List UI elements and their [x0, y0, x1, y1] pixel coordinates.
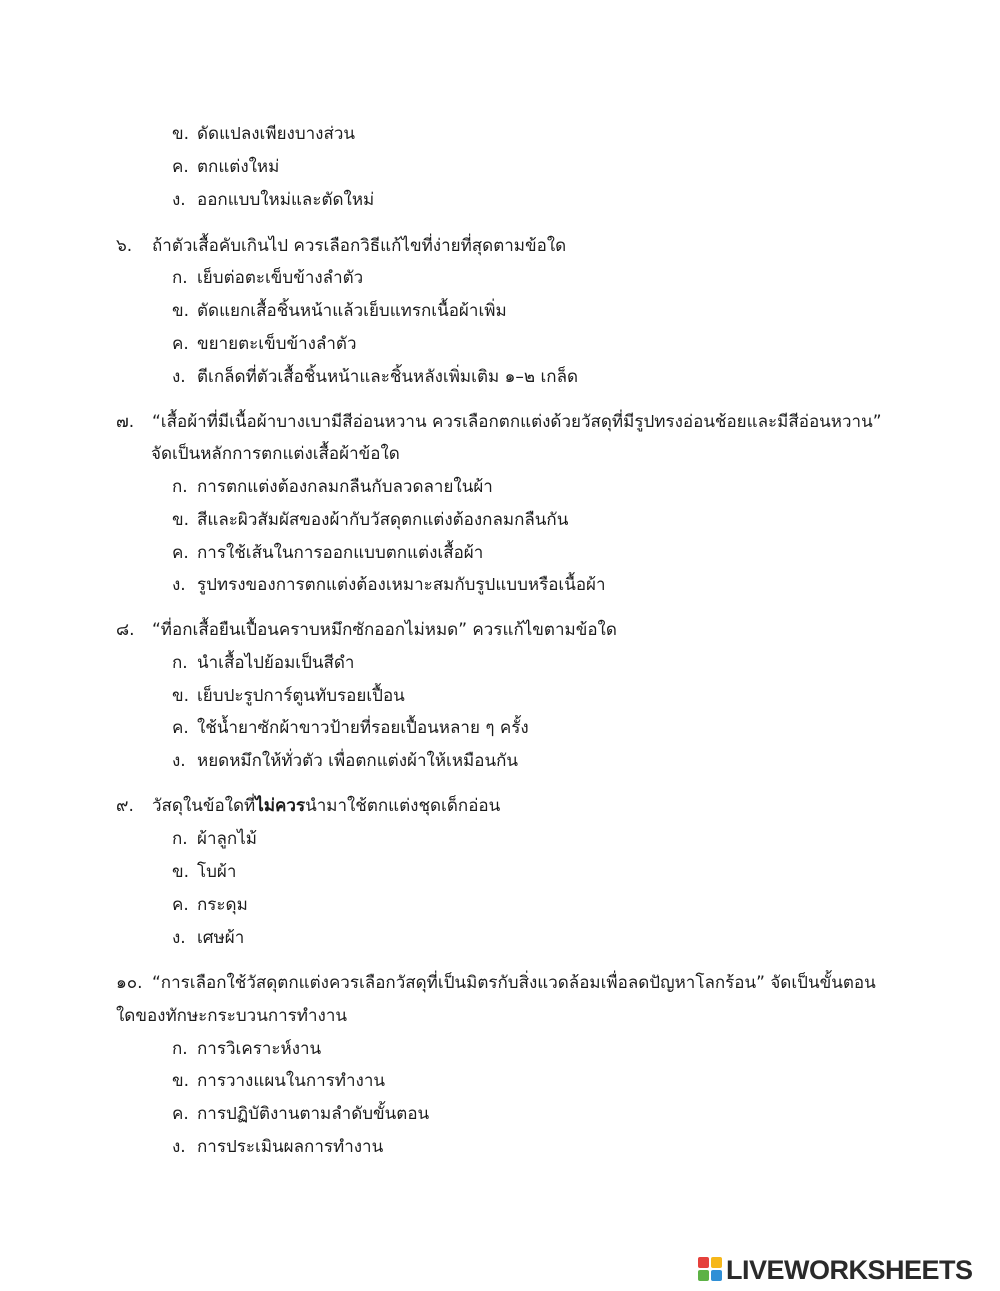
q7-option-c: ค. การใช้เส้นในการออกแบบตกแต่งเสื้อผ้า	[172, 543, 484, 563]
question-7-line2: จัดเป็นหลักการตกแต่งเสื้อผ้าข้อใด	[151, 444, 400, 464]
question-8: ๘. “ที่อกเสื้อยืนเปื้อนคราบหมึกซักออกไม่หมด” ควรแก้ไขตามข้อใด	[116, 620, 617, 640]
q6-option-b: ข. ตัดแยกเสื้อชิ้นหน้าแล้วเย็บแทรกเนื้อผ้าเพิ่ม	[172, 301, 507, 321]
q7-option-b: ข. สีและผิวสัมผัสของผ้ากับวัสดุตกแต่งต้องกลมกลืนกัน	[172, 510, 569, 530]
q9-option-d: ง. เศษผ้า	[172, 928, 245, 948]
logo-wordmark: LIVEWORKSHEETS	[726, 1254, 973, 1285]
option-ngo: ง. ออกแบบใหม่และตัดใหม่	[172, 190, 375, 210]
question-6: ๖. ถ้าตัวเสื้อคับเกินไป ควรเลือกวิธีแก้ไขที่ง่ายที่สุดตามข้อใด	[116, 236, 567, 256]
q6-option-a: ก. เย็บต่อตะเข็บข้างลำตัว	[172, 268, 364, 288]
q8-option-d: ง. หยดหมึกให้ทั่วตัว เพื่อตกแต่งผ้าให้เหมือนกัน	[172, 751, 518, 771]
q10-option-b: ข. การวางแผนในการทำงาน	[172, 1071, 386, 1091]
option-kho: ค. ตกแต่งใหม่	[172, 157, 280, 177]
q8-option-a: ก. นำเสื้อไปย้อมเป็นสีดำ	[172, 653, 355, 673]
question-9: ๙. วัสดุในข้อใดที่ไม่ควรนำมาใช้ตกแต่งชุดเด็กอ่อน	[116, 796, 501, 816]
q6-option-d: ง. ตีเกล็ดที่ตัวเสื้อชิ้นหน้าและชิ้นหลังเพิ่มเติม ๑–๒ เกล็ด	[172, 367, 579, 387]
q8-option-c: ค. ใช้น้ำยาซักผ้าขาวป้ายที่รอยเปื้อนหลาย ๆ ครั้ง	[172, 718, 529, 738]
liveworksheets-logo	[698, 1256, 973, 1284]
emphasis-not-should: ไม่ควร	[255, 796, 306, 816]
q10-option-a: ก. การวิเคราะห์งาน	[172, 1039, 322, 1059]
q10-option-d: ง. การประเมินผลการทำงาน	[172, 1137, 384, 1157]
q7-option-d: ง. รูปทรงของการตกแต่งต้องเหมาะสมกับรูปแบบหรือเนื้อผ้า	[172, 575, 606, 595]
question-10-line2: ใดของทักษะกระบวนการทำงาน	[116, 1006, 348, 1026]
q10-option-c: ค. การปฏิบัติงานตามลำดับขั้นตอน	[172, 1104, 430, 1124]
question-7: ๗. “เสื้อผ้าที่มีเนื้อผ้าบางเบามีสีอ่อนหวาน ควรเลือกตกแต่งด้วยวัสดุที่มีรูปทรงอ่อนช้อยและมีสีอ่อนหวาน”	[116, 412, 882, 432]
liveworksheets-logo-icon	[698, 1257, 724, 1283]
q9-option-a: ก. ผ้าลูกไม้	[172, 829, 257, 849]
question-10: ๑๐. “การเลือกใช้วัสดุตกแต่งควรเลือกวัสดุที่เป็นมิตรกับสิ่งแวดล้อมเพื่อลดปัญหาโลกร้อน” จัดเป็นขั้นตอน	[116, 973, 876, 993]
q8-option-b: ข. เย็บปะรูปการ์ตูนทับรอยเปื้อน	[172, 686, 405, 706]
q6-option-c: ค. ขยายตะเข็บข้างลำตัว	[172, 334, 357, 354]
q9-option-c: ค. กระดุม	[172, 895, 248, 915]
q9-option-b: ข. โบผ้า	[172, 862, 237, 882]
option-kho: ข. ดัดแปลงเพียงบางส่วน	[172, 124, 356, 144]
q7-option-a: ก. การตกแต่งต้องกลมกลืนกับลวดลายในผ้า	[172, 477, 493, 497]
